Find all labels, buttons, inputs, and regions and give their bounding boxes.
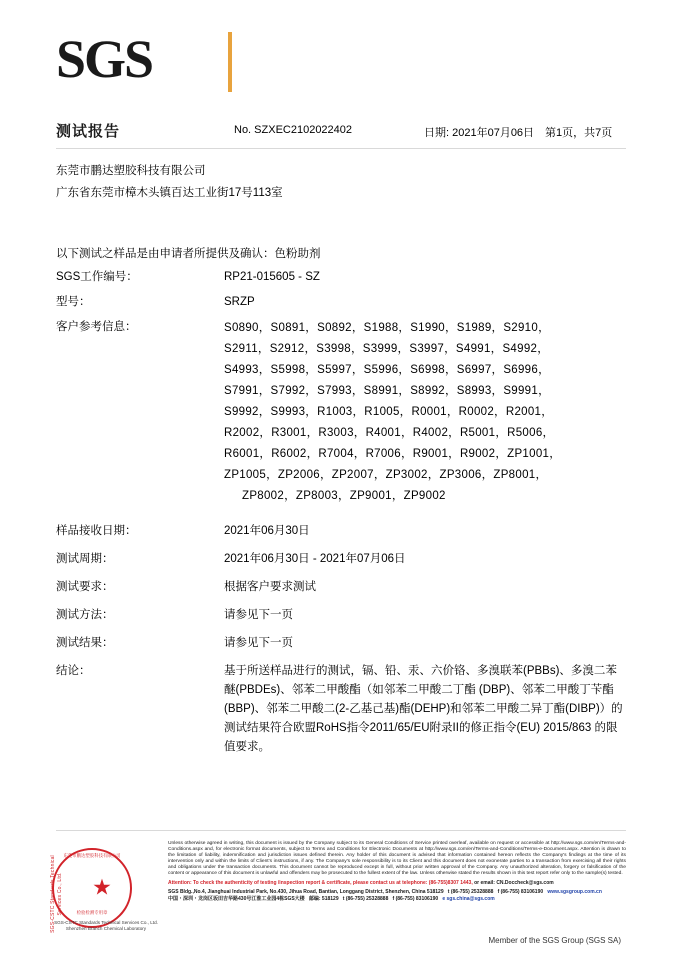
address-en-row	[168, 889, 626, 896]
field-label: 结论：	[56, 665, 91, 677]
field-list-secondary	[56, 522, 626, 766]
field-label: 客户参考信息：	[56, 321, 137, 333]
stamp-side-text: SGS-CSTC Standards Technical Services Co., Ltd.	[50, 855, 63, 933]
list-item: S0890，S0891，S0892，S1988，S1990，S1989，S2910，	[224, 322, 550, 334]
field-value: 2021年06月30日 - 2021年07月06日	[224, 553, 406, 565]
field-label: 测试要求：	[56, 581, 114, 593]
field-label: 测试方法：	[56, 609, 114, 621]
conclusion-text: 基于所送样品进行的测试，镉、铅、汞、六价铬、多溴联苯(PBBs)、多溴二苯醚(PBDEs)、邻苯二甲酸酯（如邻苯二甲酸二丁酯 (DBP)、邻苯二甲酸丁苄酯(BBP)、邻苯二甲酸二(2-乙基己基)酯(DEHP)和邻苯二甲酸二异丁酯(DIBP)）的测试结果符合欧盟RoHS指令2011/65/EU附录II的修正指令(EU) 2015/863 的限值要求。	[224, 665, 623, 753]
fax-cn: f (86-755) 83106190	[392, 895, 439, 902]
field-row	[56, 606, 626, 625]
sgs-logo	[56, 28, 236, 98]
field-label: 样品接收日期：	[56, 525, 137, 537]
report-header	[56, 120, 626, 146]
website[interactable]: www.sgsgroup.com.cn	[547, 888, 602, 895]
footer-divider	[56, 830, 626, 831]
field-value: SRZP	[224, 296, 255, 308]
email-cn[interactable]: e sgs.china@sgs.com	[442, 895, 495, 902]
list-item: S4993，S5998，S5997，S5996，S6998，S6997，S6996，	[224, 364, 550, 376]
field-label: 型号：	[56, 296, 91, 308]
tel-cn: t (86-755) 25328888	[342, 895, 389, 902]
field-label: SGS工作编号：	[56, 271, 138, 283]
legal-notice	[168, 841, 626, 902]
legal-attention	[168, 880, 626, 886]
field-row	[56, 578, 626, 597]
stamp-caption-line1: SGS-CSTC Standards Technical Services Co., Ltd.	[54, 920, 158, 925]
zip-cn: 邮编: 518129	[308, 895, 339, 902]
list-item: R6001，R6002，R7004，R7006，R9001，R9002，ZP1001，	[224, 448, 562, 460]
list-item: S7991，S7992，S7993，S8991，S8992，S8993，S9991，	[224, 385, 550, 397]
company-name: 东莞市鹏达塑胶科技有限公司	[56, 165, 206, 177]
field-row	[56, 268, 626, 287]
legal-attention-line2: or email: CN.Doccheck@sgs.com	[474, 879, 554, 886]
stamp-ring-bottom: 检验检测专用章	[76, 910, 108, 915]
field-label: 测试周期：	[56, 553, 114, 565]
address-cn: 中国・深圳・龙岗区坂田吉华路430号江淮工业园4栋SGS大楼	[168, 895, 305, 902]
tel-en: t (86-755) 25328888	[447, 888, 494, 895]
field-row	[56, 634, 626, 653]
report-pagination: 第1页，共7页	[545, 127, 613, 139]
field-value: RP21-015605 - SZ	[224, 271, 320, 283]
legal-paragraph: Unless otherwise agreed in writing, this document is issued by the Company subject to its General Conditions of Service printed overleaf, available on request or accessible at http://www.sgs.com/en/Terms-and-Conditions.aspx and, for electronic format documents, subject to Terms and Conditions for Electronic Documents at http://www.sgs.com/en/Terms-and-Conditions/Terms-e-Document.aspx. Attention is drawn to the limitation of liability, indemnification and jurisdiction issues defined therein. Any holder of this document is advised that information contained hereon reflects the Company's findings at the time of its intervention only and within the limits of Client's instructions, if any. The Company's sole responsibility is to its Client and this document does not exonerate parties to a transaction from exercising all their rights and obligations under the transaction documents. This document cannot be reproduced except in full, without prior written approval of the Company. Any unauthorized alteration, forgery or falsification of the content or appearance of this document is unlawful and offenders may be prosecuted to the fullest extent of the law. Unless otherwise stated the results shown in this test report refer only to the sample(s) tested.	[168, 841, 626, 877]
customer-reference-values	[224, 318, 626, 507]
list-item: R2002，R3001，R3003，R4001，R4002，R5001，R5006，	[224, 427, 555, 439]
address-en: SGS Bldg.,No.4, Jianghuai Industrial Park, No.430, Jihua Road, Bantian, Longgang District, Shenzhen, China 518129	[168, 888, 444, 895]
company-block	[56, 160, 283, 204]
header-divider	[56, 148, 626, 149]
report-date: 日期: 2021年07月06日	[424, 127, 535, 139]
page-title: 测试报告	[56, 123, 121, 140]
field-value: 请参见下一页	[224, 637, 293, 649]
sample-statement: 以下测试之样品是由申请者所提供及确认：色粉助剂	[56, 248, 321, 260]
report-number: No. SZXEC2102022402	[234, 124, 353, 136]
list-item: ZP8002，ZP8003，ZP9001，ZP9002	[242, 490, 446, 502]
field-list-primary	[56, 268, 626, 513]
footer-brand: Member of the SGS Group (SGS SA)	[488, 936, 621, 945]
office-address	[168, 889, 626, 902]
company-address: 广东省东莞市樟木头镇百达工业街17号113室	[56, 187, 283, 199]
list-item: ZP1005，ZP2006，ZP2007，ZP3002，ZP3006，ZP8001，	[224, 469, 548, 481]
field-value: 根据客户要求测试	[224, 581, 316, 593]
sgs-logo-bar	[228, 32, 232, 92]
field-row	[56, 293, 626, 312]
legal-attention-line1: Attention: To check the authenticity of testing /inspection report & certificate, please contact us at telephone: (86-755)8307 1443,	[168, 879, 473, 886]
field-value: 2021年06月30日	[224, 525, 310, 537]
conclusion-row	[56, 662, 626, 757]
list-item: S9992，S9993，R1003，R1005，R0001，R0002，R2001，	[224, 406, 554, 418]
star-icon: ★	[92, 874, 112, 900]
list-item: S2911，S2912，S3998，S3999，S3997，S4991，S4992，	[224, 343, 550, 355]
field-label: 测试结果：	[56, 637, 114, 649]
stamp-caption	[44, 920, 168, 932]
field-row	[56, 550, 626, 569]
sgs-logo-text: SGS	[56, 29, 153, 89]
customer-reference-row	[56, 318, 626, 507]
field-row	[56, 522, 626, 541]
stamp-ring-top: 东莞市鹏达塑胶科技有限公司	[63, 853, 121, 858]
fax-en: f (86-755) 83106190	[497, 888, 544, 895]
company-stamp	[44, 846, 160, 933]
field-value: 请参见下一页	[224, 609, 293, 621]
stamp-caption-line2: Shenzhen Branch Chemical Laboratory	[65, 926, 147, 931]
address-cn-row	[168, 896, 626, 903]
